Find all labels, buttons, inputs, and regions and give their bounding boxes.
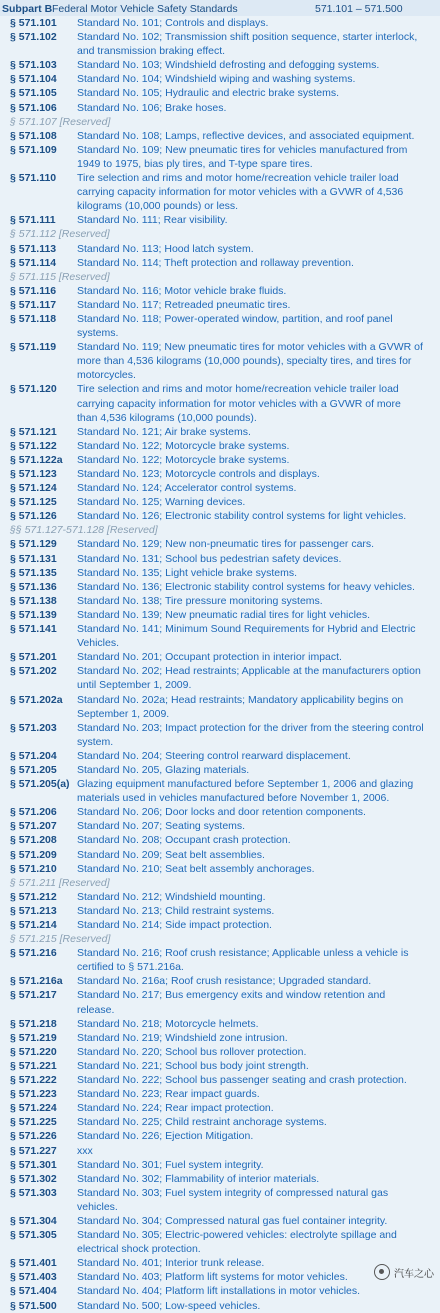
section-title-link[interactable]: Standard No. 403; Platform lift systems for motor vehicles. [77,1271,348,1284]
section-row [0,16,440,30]
section-number-link[interactable]: § 571.219 [10,1031,57,1044]
section-range: 571.101 – 571.500 [315,3,403,15]
section-row [0,805,440,819]
section-title-link[interactable]: Standard No. 203; Impact protection for the driver from the steering control system. [77,721,424,748]
section-number-link[interactable]: § 571.204 [10,749,57,762]
section-title-link[interactable]: Standard No. 216a; Roof crush resistance; Upgraded standard. [77,975,372,988]
section-title-link[interactable]: Standard No. 136; Electronic stability control systems for heavy vehicles. [77,580,415,593]
section-title-link[interactable]: Standard No. 122; Motorcycle brake systems. [77,439,290,452]
section-title-link[interactable]: Standard No. 139; New pneumatic radial tires for light vehicles. [77,608,370,621]
section-title-link[interactable]: Standard No. 220; School bus rollover protection. [77,1045,307,1058]
section-row [0,594,440,608]
section-row [0,1299,440,1313]
section-number-link[interactable]: § 571.401 [10,1257,57,1270]
section-row [0,566,440,580]
section-row [0,1031,440,1045]
section-row [0,904,440,918]
section-row [0,425,440,439]
section-number-link[interactable]: § 571.223 [10,1088,57,1101]
section-row [0,1129,440,1143]
section-row [0,439,440,453]
section-number-link[interactable]: § 571.113 [10,242,57,255]
section-row [0,86,440,100]
section-row [0,580,440,594]
section-number-link[interactable]: § 571.131 [10,552,57,565]
section-row [0,693,440,721]
section-row [0,537,440,551]
section-title-link[interactable]: Standard No. 113; Hood latch system. [77,242,254,255]
section-title-link[interactable]: Standard No. 222; School bus passenger seating and crash protection. [77,1074,407,1087]
section-title-link[interactable]: Standard No. 102; Transmission shift position sequence, starter interlock, and transmission braking effect. [77,31,418,58]
section-number-link[interactable]: § 571.111 [10,214,56,227]
section-row [0,622,440,650]
section-row [0,890,440,904]
section-number-link[interactable]: § 571.202 [10,665,57,678]
section-title-link[interactable]: Standard No. 305; Electric-powered vehicles: electrolyte spillage and electrical shock protection. [77,1229,397,1256]
subpart-title: Federal Motor Vehicle Safety Standards [52,3,238,15]
section-number-link[interactable]: § 571.110 [10,172,57,185]
reserved-row [0,227,440,241]
section-title-link[interactable]: Standard No. 225; Child restraint anchorage systems. [77,1116,327,1129]
section-title-link[interactable]: Standard No. 117; Retreaded pneumatic tires. [77,298,291,311]
section-row [0,30,440,58]
section-row [0,1172,440,1186]
section-row [0,974,440,988]
section-number-link[interactable]: § 571.106 [10,101,57,114]
subpart-label: Subpart B [2,3,53,15]
section-title-link[interactable]: Standard No. 108; Lamps, reflective devices, and associated equipment. [77,129,415,142]
section-row [0,749,440,763]
watermark-label: 汽车之心 [394,1268,434,1280]
section-number-link[interactable]: § 571.101 [10,17,57,29]
section-list [0,16,440,1313]
wechat-icon [374,1264,390,1280]
section-row [0,143,440,171]
section-row [0,467,440,481]
section-number-link[interactable]: § 571.102 [10,31,57,44]
section-row [0,298,440,312]
section-number-link[interactable]: § 571.301 [10,1158,57,1171]
section-row [0,382,440,424]
section-title-link[interactable]: Standard No. 301; Fuel system integrity. [77,1158,264,1171]
section-title-link[interactable]: Standard No. 221; School bus body joint strength. [77,1059,309,1072]
section-row [0,284,440,298]
section-number-link[interactable]: § 571.122 [10,439,57,452]
section-title-link[interactable]: Standard No. 207; Seating systems. [77,820,246,833]
section-row [0,256,440,270]
section-row [0,1115,440,1129]
section-title-link[interactable]: Standard No. 226; Ejection Mitigation. [77,1130,254,1143]
section-number-link[interactable]: § 571.114 [10,256,57,269]
section-number-link[interactable]: § 571.135 [10,566,57,579]
section-title-link[interactable]: xxx [77,1144,93,1157]
section-row [0,862,440,876]
reserved-row [0,270,440,284]
section-title-link[interactable]: Standard No. 123; Motorcycle controls and displays. [77,468,320,480]
section-title-link[interactable]: Standard No. 304; Compressed natural gas fuel container integrity. [77,1214,388,1227]
section-row [0,1284,440,1298]
section-number-link[interactable]: § 571.302 [10,1172,57,1185]
section-number-link[interactable]: § 571.141 [10,623,57,636]
section-row [0,242,440,256]
section-number-link[interactable]: § 571.104 [10,73,57,86]
section-number-link[interactable]: § 571.217 [10,989,57,1002]
section-number-link[interactable]: § 571.404 [10,1285,57,1298]
section-row [0,1158,440,1172]
section-title-link[interactable]: Standard No. 111; Rear visibility. [77,214,228,227]
section-title-link[interactable]: Standard No. 204; Steering control rearward displacement. [77,749,351,762]
section-number-link[interactable]: § 571.139 [10,608,57,621]
section-row [0,1017,440,1031]
section-number-link[interactable]: § 571.108 [10,129,57,142]
section-number-link[interactable]: § 571.121 [10,425,57,438]
section-title-link[interactable]: Standard No. 214; Side impact protection. [77,919,272,931]
section-row [0,848,440,862]
section-row [0,312,440,340]
section-title-link[interactable]: Glazing equipment manufactured before September 1, 2006 and glazing materials used in vehicles manufactured before November 1, 2006. [77,778,414,805]
section-title-link[interactable]: Standard No. 213; Child restraint systems. [77,904,275,917]
section-number-link[interactable]: § 571.214 [10,919,57,931]
section-number-link[interactable]: § 571.126 [10,510,57,523]
section-number-link[interactable]: § 571.201 [10,651,57,664]
section-number-link[interactable]: § 571.125 [10,496,57,509]
section-row [0,1045,440,1059]
section-title-link[interactable]: Standard No. 122; Motorcycle brake systems. [77,453,290,466]
section-number-link[interactable]: § 571.216 [10,947,57,960]
section-title-link[interactable]: Standard No. 216; Roof crush resistance; Applicable unless a vehicle is certified to § 571.216a. [77,947,409,974]
section-number-link[interactable]: § 571.500 [10,1299,57,1312]
section-title-link[interactable]: Standard No. 223; Rear impact guards. [77,1088,260,1101]
reserved-label: § 571.112 [Reserved] [10,228,110,241]
section-number-link[interactable]: § 571.226 [10,1130,57,1143]
section-title-link[interactable]: Standard No. 219; Windshield zone intrusion. [77,1031,288,1044]
section-number-link[interactable]: § 571.225 [10,1116,57,1129]
section-row [0,481,440,495]
section-number-link[interactable]: § 571.303 [10,1186,57,1199]
section-title-link[interactable]: Standard No. 224; Rear impact protection. [77,1102,274,1115]
section-number-link[interactable]: § 571.124 [10,482,57,495]
section-number-link[interactable]: § 571.129 [10,538,57,551]
section-title-link[interactable]: Standard No. 103; Windshield defrosting and defogging systems. [77,59,380,72]
section-title-link[interactable]: Standard No. 404; Platform lift installations in motor vehicles. [77,1285,361,1298]
section-number-link[interactable]: § 571.103 [10,59,57,72]
section-row [0,988,440,1016]
section-row [0,552,440,566]
section-number-link[interactable]: § 571.210 [10,862,57,875]
reserved-label: § 571.115 [Reserved] [10,270,110,283]
section-title-link[interactable]: Standard No. 124; Accelerator control systems. [77,482,297,495]
section-title-link[interactable]: Tire selection and rims and motor home/recreation vehicle trailer load carrying capacity information for motor vehicles with a GVWR of more than 4,536 kilograms (10,000 pounds). [77,383,401,424]
section-title-link[interactable]: Standard No. 208; Occupant crash protection. [77,834,291,847]
reserved-row [0,523,440,537]
section-row [0,101,440,115]
section-title-link[interactable]: Standard No. 217; Bus emergency exits and window retention and release. [77,989,386,1016]
section-number-link[interactable]: § 571.138 [10,594,57,607]
section-number-link[interactable]: § 571.218 [10,1017,57,1030]
section-number-link[interactable]: § 571.209 [10,848,57,861]
section-title-link[interactable]: Standard No. 119; New pneumatic tires for motor vehicles with a GVWR of more than 4,536 kilograms (10,000 pounds), specialty tires, and tires for motorcycles. [77,341,423,382]
watermark [374,1264,434,1280]
section-title-link[interactable]: Standard No. 105; Hydraulic and electric brake systems. [77,87,340,100]
reserved-label: §§ 571.127-571.128 [Reserved] [10,524,158,537]
section-row [0,946,440,974]
section-title-link[interactable]: Standard No. 131; School bus pedestrian safety devices. [77,552,342,565]
section-row [0,1144,440,1158]
reserved-label: § 571.215 [Reserved] [10,933,111,946]
reserved-row [0,115,440,129]
section-number-link[interactable]: § 571.122a [10,453,63,466]
section-number-link[interactable]: § 571.222 [10,1074,57,1087]
reserved-label: § 571.211 [Reserved] [10,876,110,889]
section-row [0,509,440,523]
section-title-link[interactable]: Standard No. 116; Motor vehicle brake fluids. [77,284,287,297]
section-number-link[interactable]: § 571.304 [10,1214,57,1227]
section-title-link[interactable]: Standard No. 209; Seat belt assemblies. [77,848,265,861]
section-number-link[interactable]: § 571.227 [10,1144,57,1157]
section-title-link[interactable]: Standard No. 212; Windshield mounting. [77,890,266,903]
section-number-link[interactable]: § 571.207 [10,820,57,833]
page-header [0,0,440,16]
section-number-link[interactable]: § 571.224 [10,1102,57,1115]
section-row [0,721,440,749]
section-number-link[interactable]: § 571.123 [10,468,57,480]
section-number-link[interactable]: § 571.105 [10,87,57,100]
section-number-link[interactable]: § 571.136 [10,580,57,593]
section-title-link[interactable]: Standard No. 210; Seat belt assembly anchorages. [77,862,315,875]
section-row [0,453,440,467]
section-number-link[interactable]: § 571.403 [10,1271,57,1284]
section-number-link[interactable]: § 571.109 [10,143,57,156]
reserved-label: § 571.107 [Reserved] [10,115,111,128]
section-title-link[interactable]: Standard No. 129; New non-pneumatic tires for passenger cars. [77,538,375,551]
section-number-link[interactable]: § 571.305 [10,1229,57,1242]
section-number-link[interactable]: § 571.208 [10,834,57,847]
section-title-link[interactable]: Standard No. 125; Warning devices. [77,496,246,509]
section-title-link[interactable]: Standard No. 206; Door locks and door retention components. [77,806,366,819]
section-row [0,495,440,509]
section-row [0,1186,440,1214]
section-row [0,1059,440,1073]
section-number-link[interactable]: § 571.216a [10,975,63,988]
section-row [0,58,440,72]
section-row [0,1228,440,1256]
section-number-link[interactable]: § 571.116 [10,284,57,297]
section-row [0,650,440,664]
section-title-link[interactable]: Standard No. 302; Flammability of interior materials. [77,1172,320,1185]
section-title-link[interactable]: Standard No. 141; Minimum Sound Requirements for Hybrid and Electric Vehicles. [77,623,416,650]
section-title-link[interactable]: Standard No. 106; Brake hoses. [77,101,227,114]
section-number-link[interactable]: § 571.221 [10,1059,57,1072]
section-number-link[interactable]: § 571.117 [10,298,57,311]
section-row [0,763,440,777]
section-number-link[interactable]: § 571.220 [10,1045,57,1058]
section-row [0,340,440,382]
section-row [0,819,440,833]
section-title-link[interactable]: Standard No. 218; Motorcycle helmets. [77,1017,259,1030]
section-row [0,171,440,213]
section-title-link[interactable]: Standard No. 500; Low-speed vehicles. [77,1299,261,1312]
section-row [0,1214,440,1228]
reserved-row [0,876,440,890]
section-title-link[interactable]: Standard No. 303; Fuel system integrity of compressed natural gas vehicles. [77,1186,389,1213]
section-number-link[interactable]: § 571.213 [10,904,57,917]
section-row [0,664,440,692]
section-number-link[interactable]: § 571.202a [10,693,63,706]
section-number-link[interactable]: § 571.206 [10,806,57,819]
section-number-link[interactable]: § 571.203 [10,721,57,734]
section-title-link[interactable]: Standard No. 201; Occupant protection in interior impact. [77,651,342,664]
section-number-link[interactable]: § 571.119 [10,341,57,354]
section-row [0,129,440,143]
section-title-link[interactable]: Standard No. 104; Windshield wiping and washing systems. [77,73,356,86]
section-title-link[interactable]: Standard No. 101; Controls and displays. [77,17,269,29]
section-row [0,833,440,847]
section-title-link[interactable]: Standard No. 205, Glazing materials. [77,763,250,776]
reserved-row [0,932,440,946]
section-title-link[interactable]: Standard No. 202a; Head restraints; Mandatory applicability begins on September 1, 2009. [77,693,404,720]
section-row [0,777,440,805]
section-number-link[interactable]: § 571.205(a) [10,778,70,791]
section-row [0,1073,440,1087]
section-title-link[interactable]: Tire selection and rims and motor home/recreation vehicle trailer load carrying capacity information for motor vehicles with a GVWR of 4,536 kilograms (10,000 pounds) or less. [77,172,404,213]
section-title-link[interactable]: Standard No. 126; Electronic stability control systems for light vehicles. [77,510,407,523]
section-number-link[interactable]: § 571.205 [10,763,57,776]
section-number-link[interactable]: § 571.120 [10,383,57,396]
section-number-link[interactable]: § 571.212 [10,890,57,903]
section-title-link[interactable]: Standard No. 118; Power-operated window, partition, and roof panel systems. [77,312,393,340]
section-title-link[interactable]: Standard No. 114; Theft protection and rollaway prevention. [77,256,354,269]
section-row [0,1087,440,1101]
section-title-link[interactable]: Standard No. 135; Light vehicle brake systems. [77,566,298,579]
section-title-link[interactable]: Standard No. 401; Interior trunk release. [77,1257,265,1270]
section-title-link[interactable]: Standard No. 138; Tire pressure monitoring systems. [77,594,323,607]
section-row [0,608,440,622]
section-title-link[interactable]: Standard No. 121; Air brake systems. [77,425,251,438]
section-row [0,918,440,932]
section-row [0,72,440,86]
section-row [0,1101,440,1115]
section-row [0,213,440,227]
section-title-link[interactable]: Standard No. 109; New pneumatic tires for vehicles manufactured from 1949 to 1975, bias ply tires, and T-type spare tires. [77,143,408,170]
section-title-link[interactable]: Standard No. 202; Head restraints; Applicable at the manufacturers option until September 1, 2009. [77,665,421,692]
section-number-link[interactable]: § 571.118 [10,312,57,325]
